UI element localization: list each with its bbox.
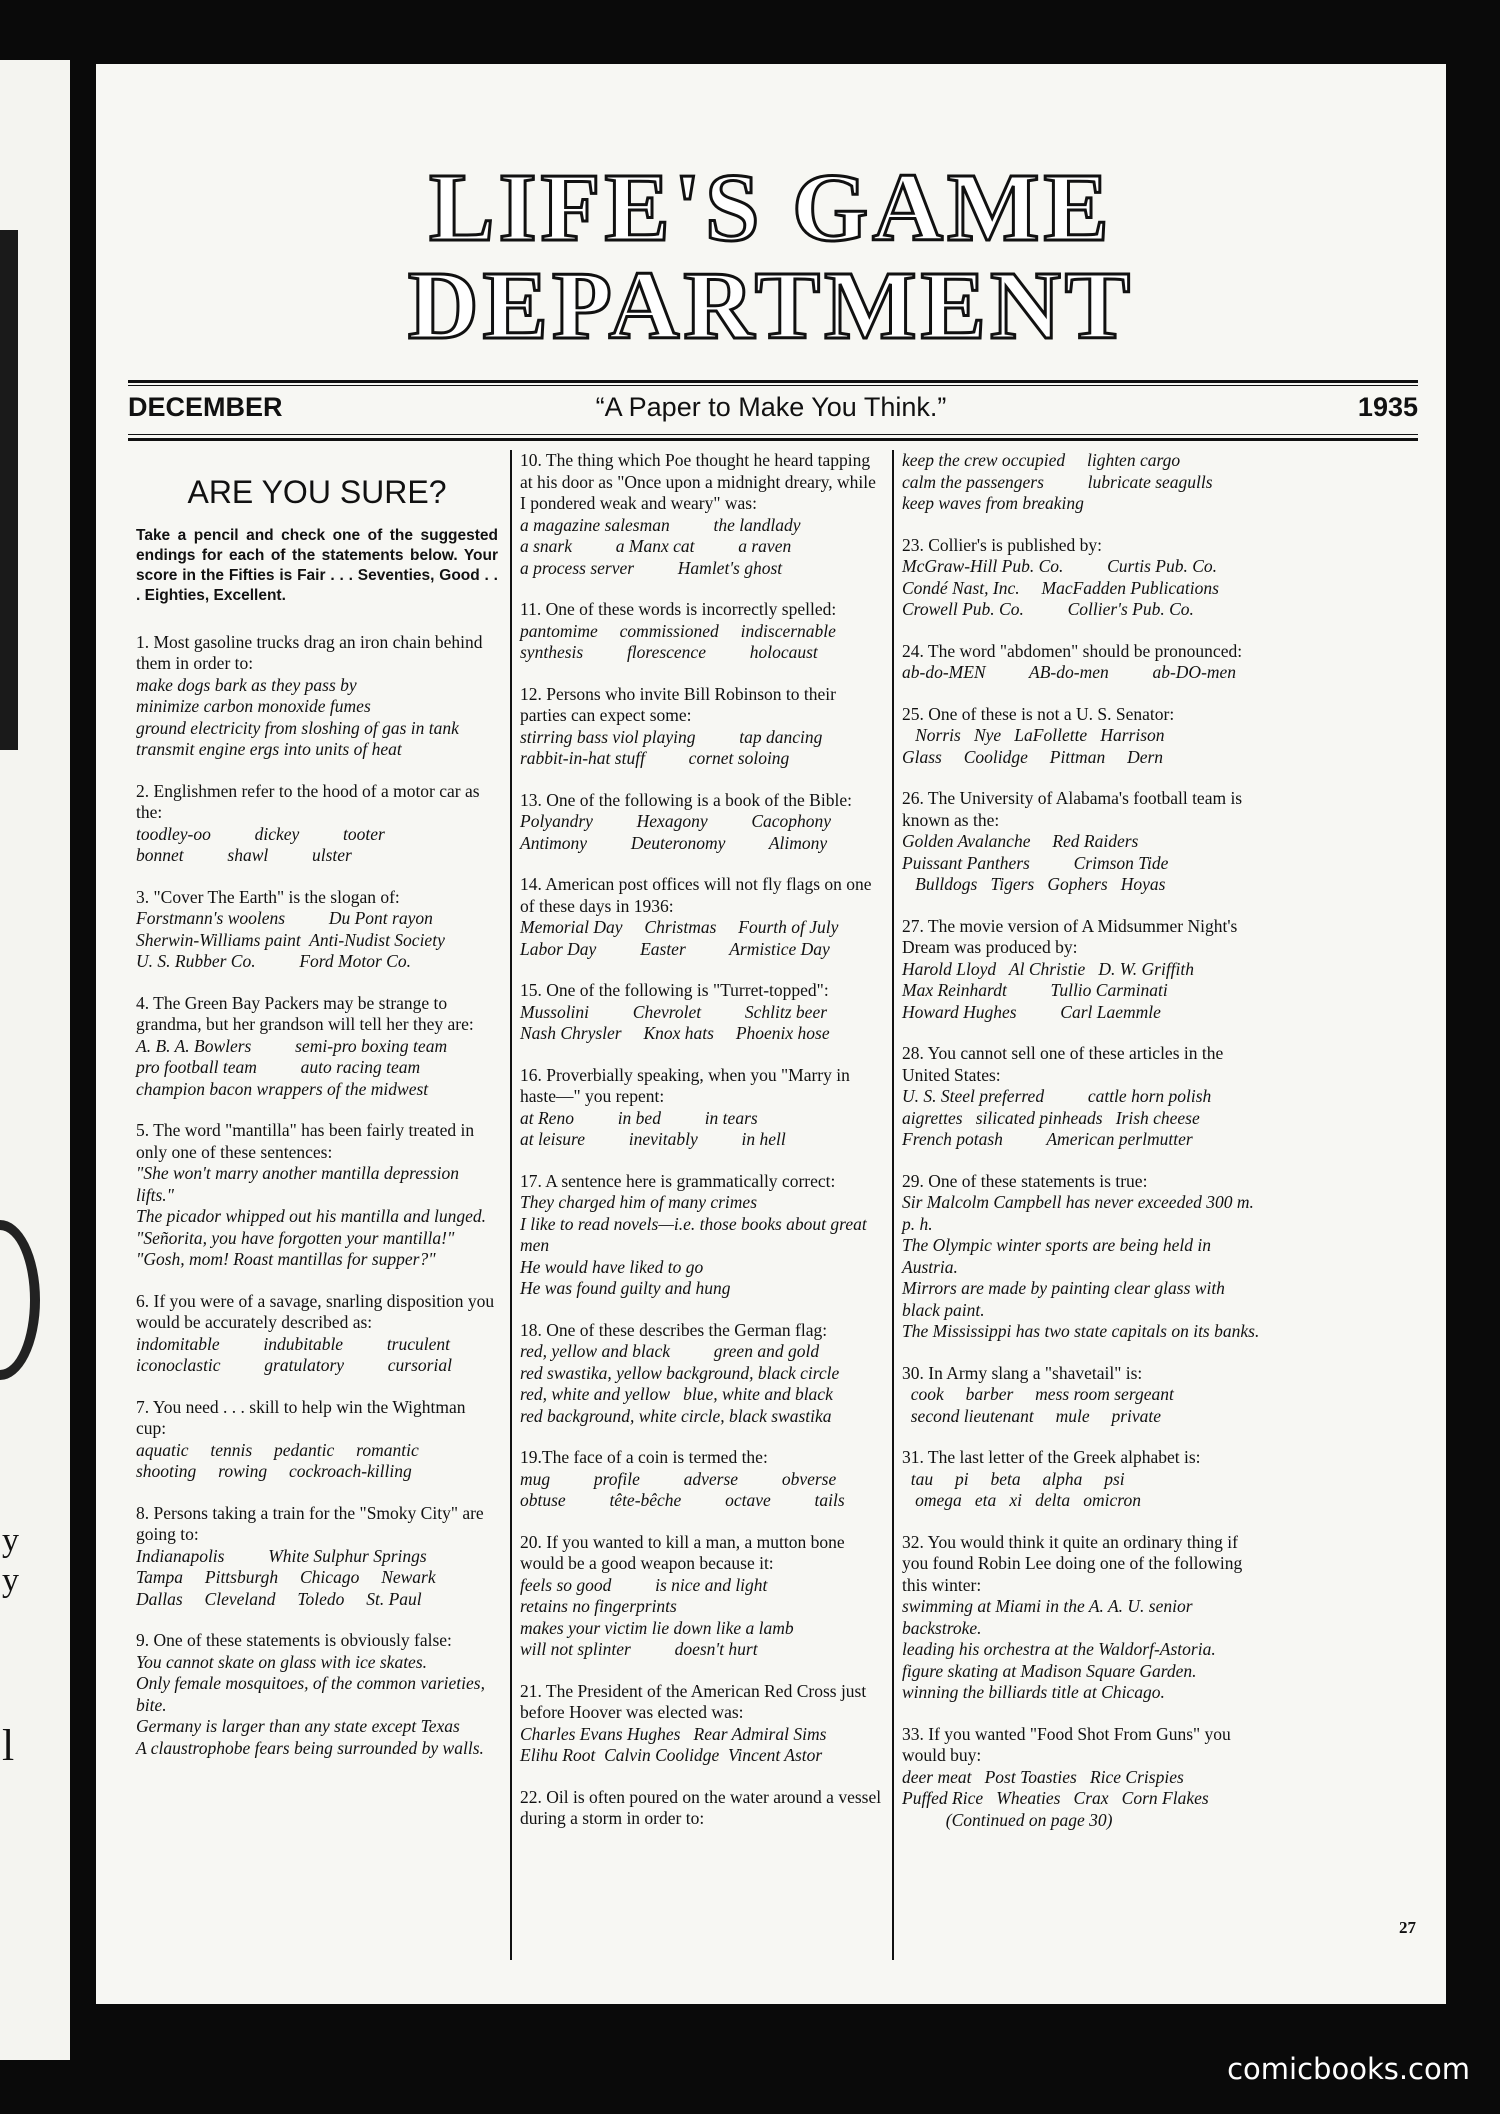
question [902,1724,1264,1832]
answer-option[interactable]: Dallas Cleveland Toledo St. Paul [136,1588,422,1609]
answer-option[interactable]: Sherwin-Williams paint Anti-Nudist Society [136,929,445,950]
question [136,781,498,867]
issue-year: 1935 [1357,392,1418,422]
answer-option[interactable]: at leisure inevitably in hell [520,1129,786,1149]
question-text: 30. In Army slang a "shavetail" is: [902,1362,1143,1383]
question [520,874,882,960]
answer-option[interactable]: tau pi beta alpha psi [902,1468,1125,1489]
answer-option[interactable]: Forstmann's woolens Du Pont rayon [136,908,433,928]
answer-option[interactable]: mug profile adverse obverse [520,1468,837,1489]
answer-option[interactable]: "She won't marry another mantilla depression lifts." [136,1163,464,1205]
question-text: 10. The thing which Poe thought he heard tapping at his door as "Once upon a midnight dreary, while I pondered weak and weary" was: [520,450,876,513]
answer-option[interactable]: bonnet shawl ulster [136,845,352,865]
answer-option[interactable]: red, yellow and black green and gold [520,1341,820,1361]
question-text: 22. Oil is often poured on the water around a vessel during a storm in order to: [520,1786,882,1828]
column-divider [510,450,512,1960]
question [902,916,1264,1024]
answer-option[interactable]: iconoclastic gratulatory cursorial [136,1355,452,1375]
question [902,1363,1264,1428]
answer-option[interactable]: keep waves from breaking [902,493,1084,513]
question [520,1681,882,1767]
page-title-line1: LIFE'S GAME [429,154,1113,262]
answer-option[interactable]: Condé Nast, Inc. MacFadden Publications [902,577,1219,598]
question [902,704,1264,769]
question-text: 26. The University of Alabama's football team is known as the: [902,788,1243,830]
answer-option[interactable]: shooting rowing cockroach-killing [136,1461,412,1481]
question [520,790,882,855]
answer-option[interactable]: Labor Day Easter Armistice Day [520,938,830,959]
question [520,684,882,770]
question-text: 3. "Cover The Earth" is the slogan of: [136,886,400,907]
answer-option[interactable]: Antimony Deuteronomy Alimony [520,832,828,853]
answer-option[interactable]: synthesis florescence holocaust [520,642,818,662]
question-text: 7. You need . . . skill to help win the Wightman cup: [136,1396,466,1438]
question [520,980,882,1045]
answer-option[interactable]: pro football team auto racing team [136,1057,421,1077]
question [902,1447,1264,1512]
question-text: 2. Englishmen refer to the hood of a motor car as the: [136,780,480,822]
question [520,1171,882,1300]
question [136,887,498,973]
answer-option[interactable]: aquatic tennis pedantic romantic [136,1439,419,1460]
question-text: 4. The Green Bay Packers may be strange to grandma, but her grandson will tell her they are: [136,992,474,1034]
facing-page-letter: l [2,1721,15,1770]
question-text: 13. One of the following is a book of the Bible: [520,789,852,810]
answer-option[interactable]: stirring bass viol playing tap dancing [520,726,823,747]
question-text: 18. One of these describes the German flag: [520,1319,828,1340]
answer-option[interactable]: pantomime commissioned indiscernable [520,620,836,641]
tagline: “A Paper to Make You Think.” [595,392,947,422]
answer-option[interactable]: Bulldogs Tigers Gophers Hoyas [902,874,1166,894]
question-text: 19.The face of a coin is termed the: [520,1447,768,1467]
answer-option[interactable]: You cannot skate on glass with ice skates. [136,1651,428,1672]
answer-option[interactable]: Charles Evans Hughes Rear Admiral Sims [520,1723,827,1744]
answer-option[interactable]: red, white and yellow blue, white and black [520,1384,833,1404]
answer-option[interactable]: Howard Hughes Carl Laemmle [902,1001,1161,1022]
question [520,1447,882,1512]
question-text: 29. One of these statements is true: [902,1170,1148,1191]
question [136,1291,498,1377]
facing-page-edge [0,60,70,2060]
question-text: 8. Persons taking a train for the "Smoky City" are going to: [136,1502,484,1544]
answer-option[interactable]: Tampa Pittsburgh Chicago Newark [136,1567,436,1587]
answer-option[interactable]: ab-do-MEN AB-do-men ab-DO-men [902,662,1237,682]
answer-option[interactable]: He was found guilty and hung [520,1278,731,1298]
column-left [136,454,498,1779]
answer-option[interactable]: Memorial Day Christmas Fourth of July [520,917,839,937]
answer-option[interactable]: Polyandry Hexagony Cacophony [520,811,832,831]
answer-option[interactable]: champion bacon wrappers of the midwest [136,1078,429,1099]
answer-option[interactable]: leading his orchestra at the Waldorf-Astoria. [902,1639,1216,1659]
question-text: 23. Collier's is published by: [902,534,1103,555]
question [902,1043,1264,1151]
answer-option[interactable]: U. S. Steel preferred cattle horn polish [902,1086,1212,1106]
question-text: 5. The word "mantilla" has been fairly treated in only one of these sentences: [136,1120,475,1162]
answer-option[interactable]: Golden Avalanche Red Raiders [902,831,1139,851]
question-text: 1. Most gasoline trucks drag an iron chain behind them in order to: [136,631,483,673]
question-text: 21. The President of the American Red Cross just before Hoover was elected was: [520,1680,867,1722]
question-text: 15. One of the following is "Turret-topped": [520,980,829,1000]
question [136,1630,498,1759]
question-text: 9. One of these statements is obviously false: [136,1630,452,1650]
facing-page-illustration [0,230,18,750]
watermark: comicbooks.com [1227,2052,1470,2086]
facing-page-letter: y [2,1522,19,1559]
answer-option[interactable]: ground electricity from sloshing of gas in tank [136,717,459,738]
question [136,993,498,1101]
question [902,641,1264,684]
answer-option[interactable]: a process server Hamlet's ghost [520,557,783,578]
question [902,788,1264,896]
answer-option[interactable]: U. S. Rubber Co. Ford Motor Co. [136,951,411,971]
answer-option[interactable]: retains no fingerprints [520,1596,677,1616]
answer-option[interactable]: Mirrors are made by painting clear glass with black paint. [902,1278,1230,1320]
answer-option[interactable]: Indianapolis White Sulphur Springs [136,1545,427,1566]
question-text: 16. Proverbially speaking, when you "Marry in haste—" you repent: [520,1064,850,1106]
answer-option[interactable]: calm the passengers lubricate seagulls [902,471,1213,492]
answer-option[interactable]: keep the crew occupied lighten cargo [902,450,1181,470]
question-text: 31. The last letter of the Greek alphabet is: [902,1447,1201,1467]
column-middle [520,450,882,1850]
question [520,599,882,664]
answer-option[interactable]: rabbit-in-hat stuff cornet soloing [520,748,790,768]
answer-option[interactable]: "Gosh, mom! Roast mantillas for supper?" [136,1249,436,1269]
issue-month: DECEMBER [128,392,283,422]
question-text: 14. American post offices will not fly flags on one of these days in 1936: [520,874,872,916]
question-text: 6. If you were of a savage, snarling disposition you would be accurately described as: [136,1290,495,1332]
answer-option[interactable]: The Olympic winter sports are being held in Austria. [902,1235,1216,1277]
answer-option[interactable]: "Señorita, you have forgotten your mantilla!" [136,1227,455,1248]
header-rule-top [128,380,1418,383]
answer-option[interactable]: toodley-oo dickey tooter [136,823,385,844]
answer-option[interactable]: at Reno in bed in tears [520,1107,758,1128]
section-intro: Take a pencil and check one of the suggested endings for each of the statements below. Your score in the Fifties is Fair . . . Seventies, Good . . . Eighties, Excellent. [136,526,498,604]
section-title: ARE YOU SURE? [187,474,447,510]
question-text: 27. The movie version of A Midsummer Night's Dream was produced by: [902,915,1238,957]
answer-option[interactable]: Elihu Root Calvin Coolidge Vincent Astor [520,1745,823,1765]
answer-option[interactable]: French potash American perlmutter [902,1129,1193,1149]
header-rule-top-thin [128,385,1418,386]
answer-option[interactable]: aigrettes silicated pinheads Irish cheese [902,1107,1200,1128]
question-text: 25. One of these is not a U. S. Senator: [902,703,1175,724]
answer-option[interactable]: McGraw-Hill Pub. Co. Curtis Pub. Co. [902,556,1218,576]
answer-option[interactable]: Sir Malcolm Campbell has never exceeded 300 m. p. h. [902,1192,1259,1234]
answer-option[interactable]: Puissant Panthers Crimson Tide [902,852,1169,873]
question-text: 20. If you wanted to kill a man, a mutton bone would be a good weapon because it: [520,1531,845,1573]
question [520,1320,882,1428]
answer-option[interactable]: Nash Chrysler Knox hats Phoenix hose [520,1023,830,1043]
question-text: 28. You cannot sell one of these articles in the United States: [902,1043,1224,1085]
header-rule-bottom-thin [128,434,1418,435]
answer-option[interactable]: Norris Nye LaFollette Harrison [902,725,1165,745]
answer-option[interactable]: transmit engine ergs into units of heat [136,739,402,759]
answer-option[interactable]: I like to read novels—i.e. those books about great men [520,1213,872,1255]
column-divider [892,450,894,1960]
answer-option[interactable]: The Mississippi has two state capitals on its banks. [902,1321,1260,1341]
answer-option[interactable]: makes your victim lie down like a lamb [520,1617,794,1638]
header-rule-bottom [128,438,1418,441]
answer-option[interactable]: Crowell Pub. Co. Collier's Pub. Co. [902,599,1194,619]
answer-option[interactable]: Puffed Rice Wheaties Crax Corn Flakes [902,1788,1209,1808]
question [520,1532,882,1661]
magazine-page [96,64,1446,2004]
question [136,632,498,761]
answer-option[interactable]: deer meat Post Toasties Rice Crispies [902,1766,1184,1787]
answer-option[interactable]: red swastika, yellow background, black circle [520,1362,840,1383]
answer-option[interactable]: second lieutenant mule private [902,1405,1162,1426]
question [520,450,882,579]
answer-option[interactable]: a snark a Manx cat a raven [520,536,792,556]
facing-page-letter: y [2,1562,19,1599]
question [902,535,1264,621]
answer-option[interactable]: Harold Lloyd Al Christie D. W. Griffith [902,958,1195,979]
question [902,450,1264,515]
answer-option[interactable]: Glass Coolidge Pittman Dern [902,746,1164,767]
answer-option[interactable]: winning the billiards title at Chicago. [902,1682,1165,1702]
facing-page-circle [0,1220,40,1380]
question-text: 12. Persons who invite Bill Robinson to their parties can expect some: [520,683,836,725]
answer-option[interactable]: obtuse tête-bêche octave tails [520,1490,845,1510]
question [136,1120,498,1271]
question-text: 24. The word "abdomen" should be pronounced: [902,640,1243,661]
answer-option[interactable]: Max Reinhardt Tullio Carminati [902,980,1168,1000]
answer-option[interactable]: A claustrophobe fears being surrounded by walls. [136,1737,484,1758]
answer-option[interactable]: He would have liked to go [520,1256,704,1277]
page-title-line2: DEPARTMENT [407,252,1135,360]
question [902,1532,1264,1704]
answer-option[interactable]: figure skating at Madison Square Garden. [902,1660,1197,1681]
answer-option[interactable]: They charged him of many crimes [520,1192,758,1212]
question [136,1503,498,1611]
question [136,1397,498,1483]
question [520,1065,882,1151]
answer-option[interactable]: A. B. A. Bowlers semi-pro boxing team [136,1035,448,1056]
answer-option[interactable]: feels so good is nice and light [520,1574,768,1595]
question [520,1787,882,1830]
answer-option[interactable]: indomitable indubitable truculent [136,1333,451,1354]
answer-option[interactable]: (Continued on page 30) [902,1809,1113,1830]
answer-option[interactable]: red background, white circle, black swastika [520,1405,832,1426]
question-text: 17. A sentence here is grammatically correct: [520,1170,836,1191]
page-number: 27 [1399,1918,1416,1937]
answer-option[interactable]: Mussolini Chevrolet Schlitz beer [520,1001,828,1022]
answer-option[interactable]: Germany is larger than any state except Texas [136,1716,460,1736]
answer-option[interactable]: minimize carbon monoxide fumes [136,696,371,716]
answer-option[interactable]: The picador whipped out his mantilla and lunged. [136,1206,486,1226]
answer-option[interactable]: cook barber mess room sergeant [902,1384,1174,1404]
answer-option[interactable]: make dogs bark as they pass by [136,674,357,695]
question-text: 11. One of these words is incorrectly spelled: [520,599,837,619]
answer-option[interactable]: will not splinter doesn't hurt [520,1639,758,1659]
question-text: 32. You would think it quite an ordinary thing if you found Robin Lee doing one of the following this winter: [902,1531,1243,1595]
answer-option[interactable]: swimming at Miami in the A. A. U. senior backstroke. [902,1596,1197,1638]
question [902,1171,1264,1343]
answer-option[interactable]: omega eta xi delta omicron [902,1490,1141,1510]
answer-option[interactable]: a magazine salesman the landlady [520,514,801,535]
answer-option[interactable]: Only female mosquitoes, of the common varieties, bite. [136,1673,490,1715]
column-right [902,450,1264,1851]
question-text: 33. If you wanted "Food Shot From Guns" you would buy: [902,1723,1231,1765]
